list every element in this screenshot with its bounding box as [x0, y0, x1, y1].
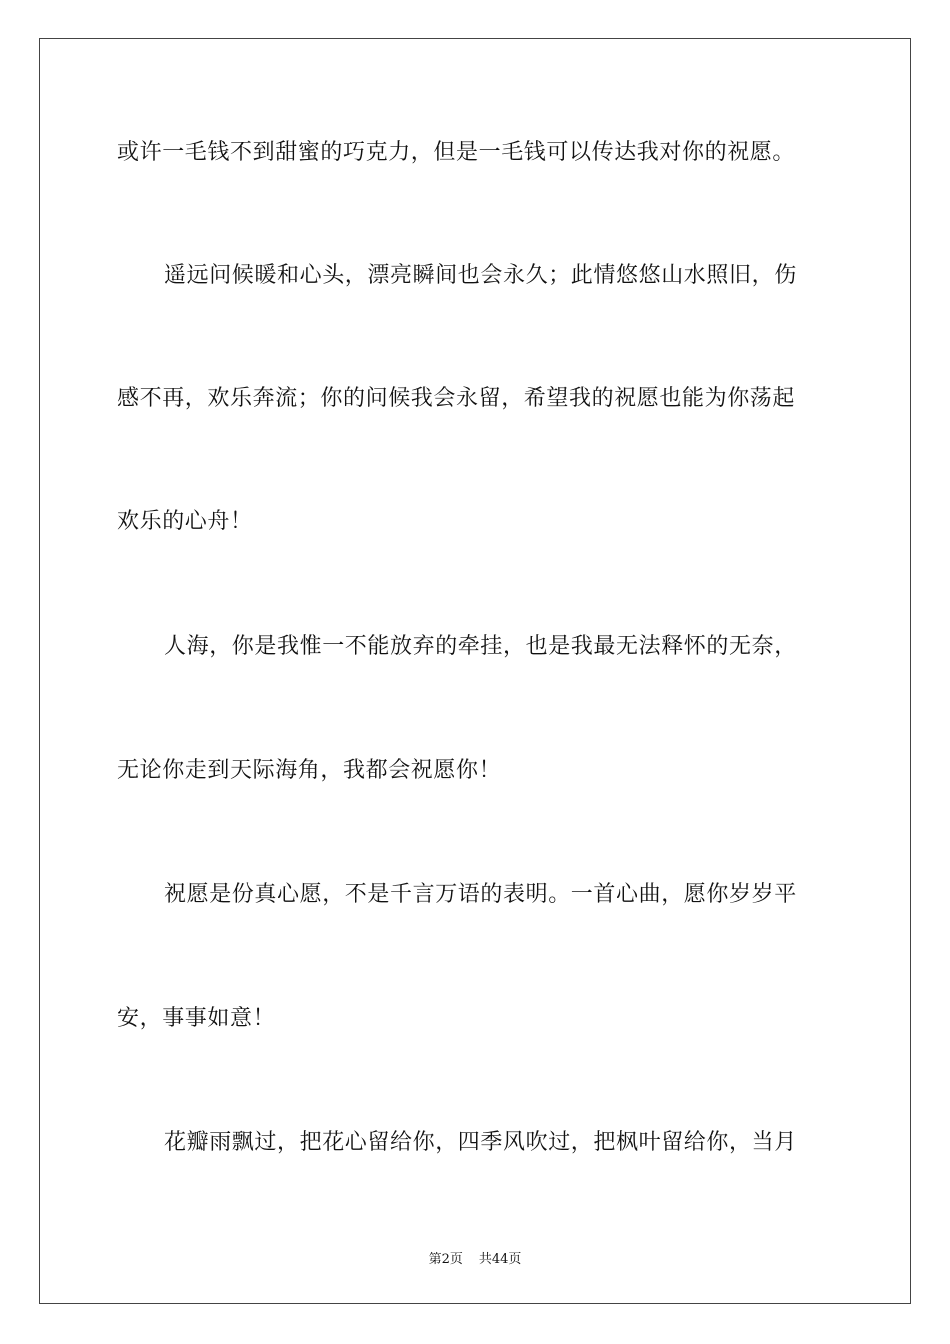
page-footer [0, 1248, 950, 1267]
text-line-3: 感不再，欢乐奔流；你的问候我会永留，希望我的祝愿也能为你荡起 [117, 386, 796, 411]
page-frame [39, 38, 911, 1304]
text-line-1: 或许一毛钱不到甜蜜的巧克力，但是一毛钱可以传达我对你的祝愿。 [117, 140, 796, 165]
text-line-4: 欢乐的心舟！ [117, 509, 253, 534]
total-page-count: 共44页 [478, 1252, 522, 1267]
text-line-7: 祝愿是份真心愿，不是千言万语的表明。一首心曲，愿你岁岁平 [164, 882, 797, 907]
text-line-9: 花瓣雨飘过，把花心留给你，四季风吹过，把枫叶留给你，当月 [164, 1130, 797, 1155]
text-line-6: 无论你走到天际海角，我都会祝愿你！ [117, 758, 502, 783]
text-line-8: 安，事事如意！ [117, 1006, 276, 1031]
text-line-2: 遥远问候暖和心头，漂亮瞬间也会永久；此情悠悠山水照旧，伤 [164, 263, 797, 288]
current-page-number: 第2页 [428, 1252, 463, 1267]
text-line-5: 人海，你是我惟一不能放弃的牵挂，也是我最无法释怀的无奈， [164, 634, 797, 659]
